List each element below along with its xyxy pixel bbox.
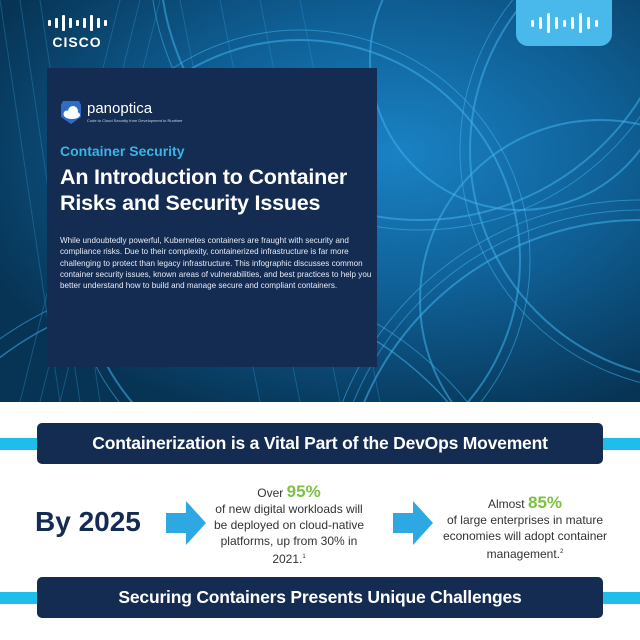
page-title: An Introduction to Container Risks and Security Issues: [60, 165, 348, 215]
cisco-corner-tile: [516, 0, 612, 46]
stat-percent: 85%: [528, 493, 563, 512]
stat-lead: Over: [257, 486, 284, 500]
cisco-logo: [46, 14, 108, 54]
stat-card-95: [213, 484, 365, 567]
stat-text: of large enterprises in mature economies will adopt container management.: [442, 513, 608, 561]
by-year-label: By 2025: [35, 506, 141, 537]
stat-text: of new digital workloads will be deployed on cloud-native platforms, up from 30% in 2021.: [213, 502, 365, 566]
footnote-ref: 2: [560, 549, 564, 555]
intro-panel: [47, 68, 377, 367]
section-heading-devops: Containerization is a Vital Part of the DevOps Movement: [37, 423, 603, 464]
stat-percent: 95%: [286, 482, 321, 501]
cisco-wordmark: CISCO: [52, 34, 102, 50]
stat-lead: Almost: [487, 497, 525, 511]
stat-card-85: [440, 495, 610, 562]
eyebrow-label: Container Security: [60, 143, 185, 159]
brand-name: panoptica: [87, 99, 153, 117]
arrow-right-icon: [166, 501, 206, 545]
intro-paragraph: While undoubtedly powerful, Kubernetes containers are fraught with security and compliance risks. Due to their complexity, containerized infrastructure is far more challenging to protect than legacy infrastructure. This infographic discusses common container security issues, known areas of vulnerabilities, and best practices to help you better understand how to build and manage secure and compliant containers.: [60, 236, 372, 291]
brand-tagline: Code to Cloud Security from Development to Runtime: [87, 117, 183, 123]
shield-cloud-icon: [60, 99, 82, 125]
arrow-right-icon: [393, 501, 433, 545]
cisco-bridge-bars-icon: [46, 14, 108, 32]
panoptica-brand: [60, 99, 182, 125]
cisco-bridge-bars-icon: [531, 13, 598, 33]
section-heading-challenges: Securing Containers Presents Unique Challenges: [37, 577, 603, 618]
footnote-ref: 1: [302, 554, 306, 560]
